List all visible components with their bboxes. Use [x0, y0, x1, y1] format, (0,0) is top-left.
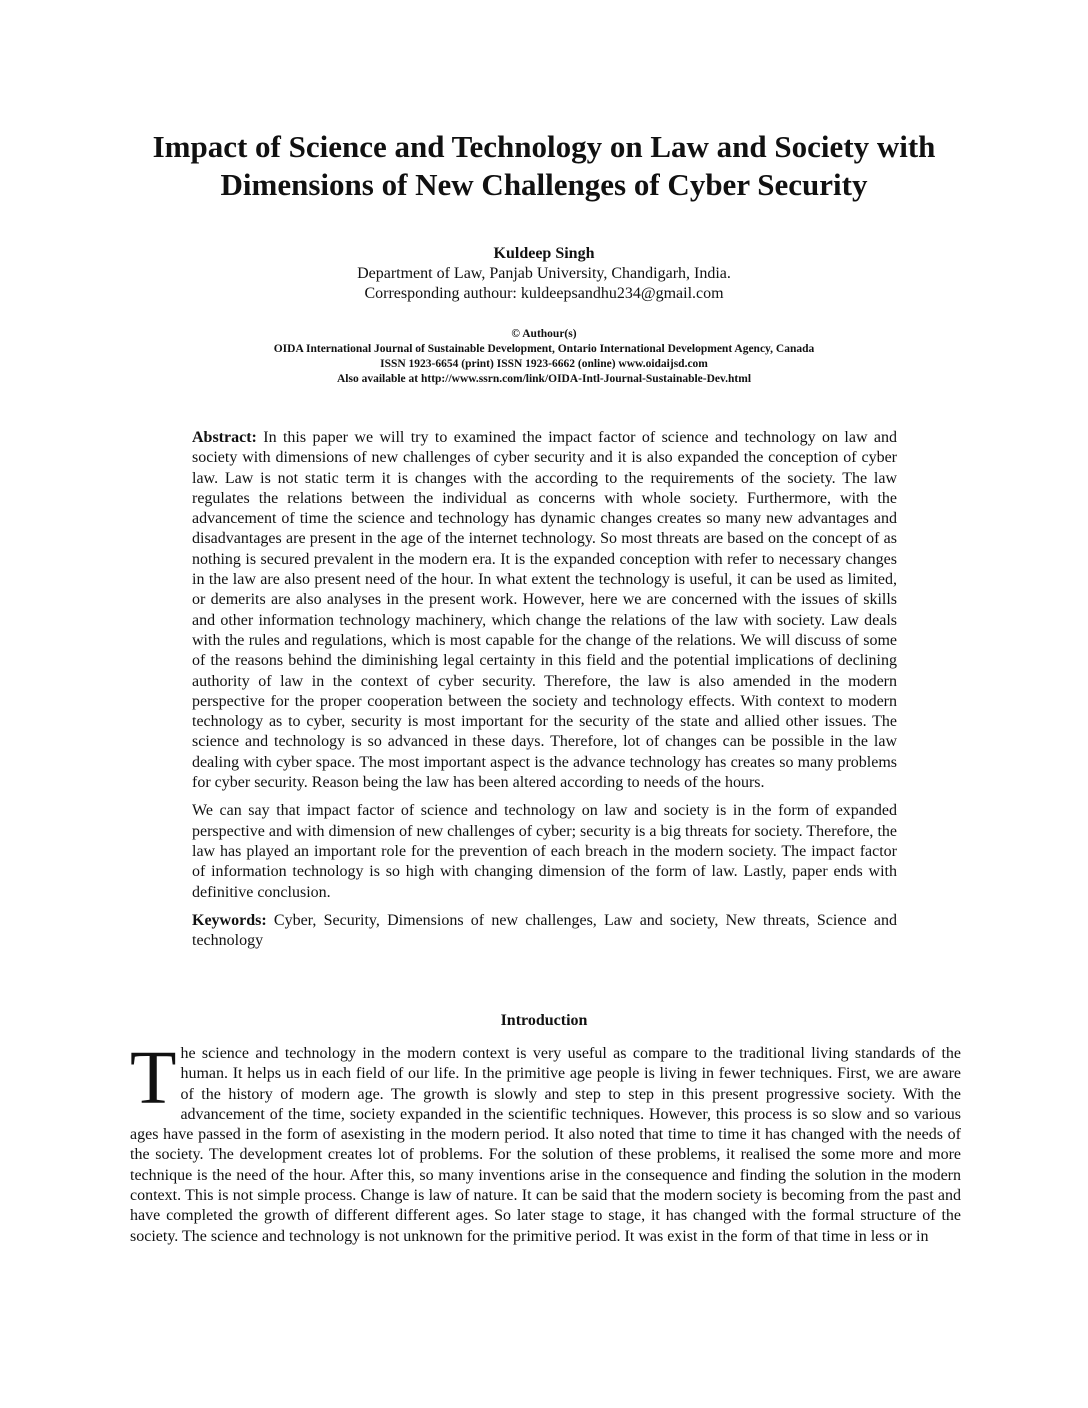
- keywords: [192, 911, 897, 952]
- journal-meta: [0, 327, 1088, 387]
- drop-cap: T: [130, 1036, 177, 1120]
- title-line-1: Impact of Science and Technology on Law and Society with: [152, 129, 936, 164]
- abstract-label: Abstract:: [192, 429, 257, 446]
- ssrn-link[interactable]: Also available at http://www.ssrn.com/link/OIDA-Intl-Journal-Sustainable-Dev.html: [336, 373, 752, 385]
- copyright: © Authour(s): [511, 328, 577, 340]
- author-affiliation: Department of Law, Panjab University, Chandigarh, India.: [357, 265, 731, 282]
- abstract-paragraph-2: We can say that impact factor of science and technology on law and society is in the form of expanded perspective and with dimension of new challenges of cyber; security is a big threats for society. Therefore, the law has played an important role for the prevention of each breach in the modern society. The impact factor of information technology is so high with changing dimension of the form of law. Lastly, paper ends with definitive conclusion.: [192, 802, 897, 901]
- author-email: Corresponding authour: kuldeepsandhu234@gmail.com: [364, 285, 724, 302]
- abstract-text: In this paper we will try to examined the impact factor of science and technology on law and society with dimensions of new challenges of cyber security and it is also expanded the conception of cyber law. Law is not static term it is changes with the according to the requirements of the society. The law regulates the relations between the individual as concerns with whole society. Furthermore, with the advancement of time the science and technology has dynamic changes creates so many new advantages and disadvantages are present in the age of the internet technology. So most threats are based on the concept of as nothing is secured prevalent in the modern era. It is the expanded conception with refer to necessary changes in the law are also present need of the hour. In what extent the technology is useful, it can be used as limited, or demerits are also analyses in the present work. However, here we are concerned with the issues of skills and other information technology machinery, which change the relations of the law with society. Law deals with the rules and regulations, which is most capable for the change of the relations. We will discuss of some of the reasons behind the diminishing legal certainty in this field and the potential implications of declining authority of law in the context of cyber security. Therefore, the law is also amended in the modern perspective for the proper cooperation between the society and technology effects. With context to modern technology as to cyber, security is most important for the security of the state and allied other issues. The science and technology is so advanced in these days. Therefore, lot of changes can be possible in the law dealing with cyber space. The most important aspect is the advance technology has creates so many problems for cyber security. Reason being the law has been altered according to needs of the hours.: [192, 429, 897, 792]
- introduction-paragraph: [130, 1036, 961, 1247]
- keywords-text: Cyber, Security, Dimensions of new challenges, Law and society, New threats, Science and technology: [192, 911, 897, 950]
- keywords-label: Keywords:: [192, 911, 267, 929]
- introduction-text: he science and technology in the modern context is very useful as compare to the traditional living standards of the human. It helps us in each field of our life. In the primitive age people is living in fewer techniques. First, we are aware of the history of modern age. The growth is slowly and step to step in this present progressive society. With the advancement of the time, society expanded in the scientific techniques. However, this process is so slow and so various ages have passed in the form of asexisting in the modern period. It also noted that time to time it has changed with the needs of the society. The development creates lot of problems. For the solution of these problems, it realised the some more and more technique is the need of the hour. After this, so many inventions arise in the consequence and finding the solution in the modern context. This is not simple process. Change is law of nature. It can be said that the modern society is becoming from the past and have completed the growth of different different ages. So later stage to stage, it has changed with the formal structure of the society. The science and technology is not unknown for the primitive period. It was exist in the form of that time in less or in: [130, 1045, 961, 1245]
- abstract: [192, 428, 897, 959]
- author-block: [0, 244, 1088, 304]
- paper-title: [0, 128, 1088, 204]
- title-line-2: Dimensions of New Challenges of Cyber Security: [220, 167, 868, 202]
- abstract-paragraph-1: [192, 428, 897, 793]
- issn: ISSN 1923-6654 (print) ISSN 1923-6662 (online) www.oidaijsd.com: [380, 358, 708, 370]
- journal-name: OIDA International Journal of Sustainable Development, Ontario International Development Agency, Canada: [273, 343, 815, 355]
- author-name: Kuldeep Singh: [493, 245, 595, 262]
- introduction-heading: Introduction: [500, 1012, 588, 1029]
